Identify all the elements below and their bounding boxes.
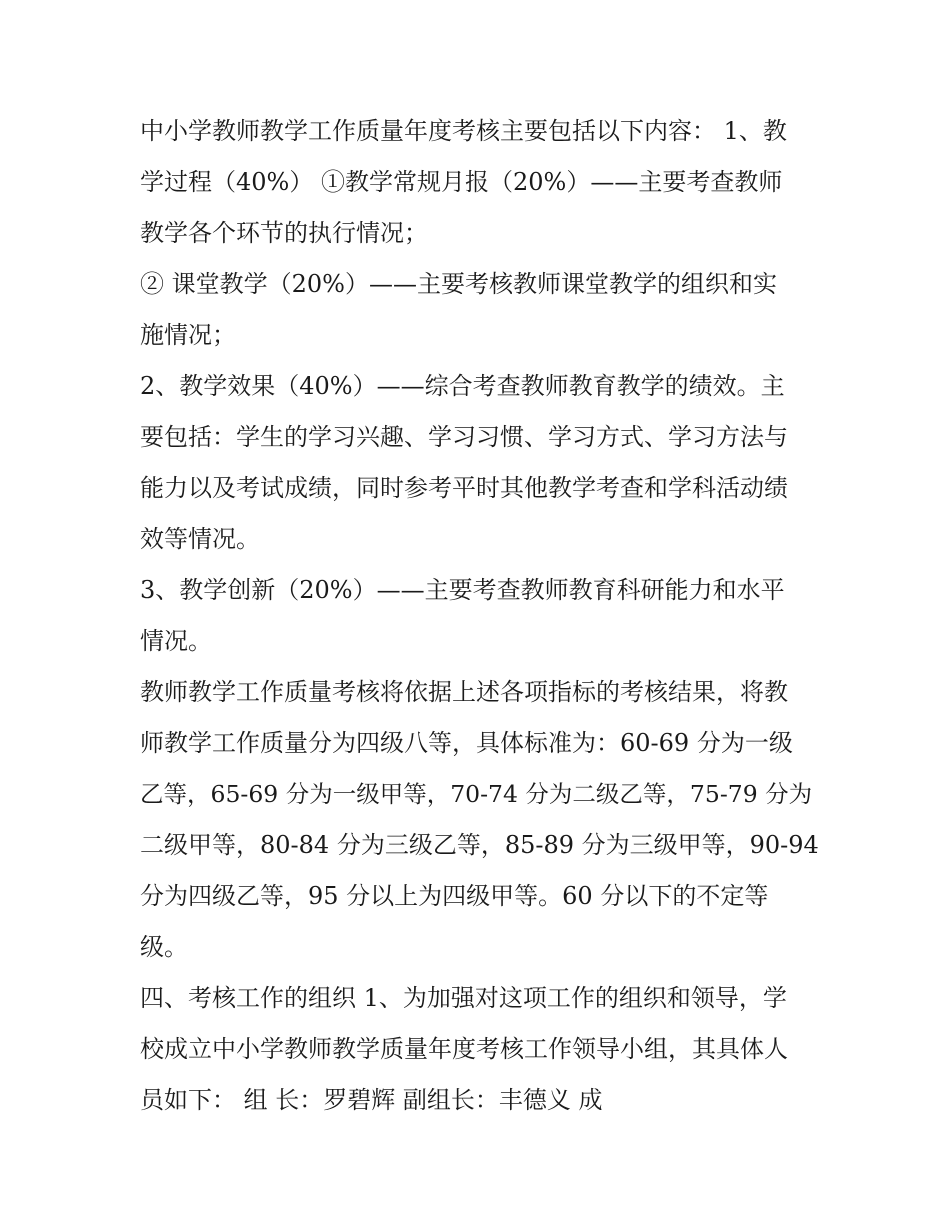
text-line: 二级甲等，80-84 分为三级乙等，85-89 分为三级甲等，90-94 <box>140 831 819 859</box>
text-line: 能力以及考试成绩，同时参考平时其他教学考查和学科活动绩 <box>140 474 788 502</box>
text-line: 2、教学效果（40%）——综合考查教师教育教学的绩效。主 <box>140 372 785 400</box>
text-line: 校成立中小学教师教学质量年度考核工作领导小组，其具体人 <box>140 1035 788 1063</box>
text-line: ② 课堂教学（20%）——主要考核教师课堂教学的组织和实 <box>140 270 777 298</box>
text-line: 施情况； <box>140 321 236 349</box>
text-line: 3、教学创新（20%）——主要考查教师教育科研能力和水平 <box>140 576 785 604</box>
text-line: 中小学教师教学工作质量年度考核主要包括以下内容： 1、教 <box>140 117 787 145</box>
text-line: 级。 <box>140 933 188 961</box>
text-line: 乙等，65-69 分为一级甲等，70-74 分为二级乙等，75-79 分为 <box>140 780 813 808</box>
text-line: 四、考核工作的组织 1、为加强对这项工作的组织和领导，学 <box>140 984 787 1012</box>
document-body <box>140 106 820 1126</box>
text-line: 要包括：学生的学习兴趣、学习习惯、学习方式、学习方法与 <box>140 423 788 451</box>
text-line: 学过程（40%） ①教学常规月报（20%）——主要考查教师 <box>140 168 783 196</box>
text-line: 效等情况。 <box>140 525 260 553</box>
text-line: 员如下： 组 长：罗碧辉 副组长：丰德义 成 <box>140 1086 603 1114</box>
text-line: 师教学工作质量分为四级八等，具体标准为：60-69 分为一级 <box>140 729 793 757</box>
text-line: 情况。 <box>140 627 212 655</box>
text-line: 教学各个环节的执行情况； <box>140 219 428 247</box>
text-line: 分为四级乙等，95 分以上为四级甲等。60 分以下的不定等 <box>140 882 769 910</box>
text-line: 教师教学工作质量考核将依据上述各项指标的考核结果，将教 <box>140 678 788 706</box>
